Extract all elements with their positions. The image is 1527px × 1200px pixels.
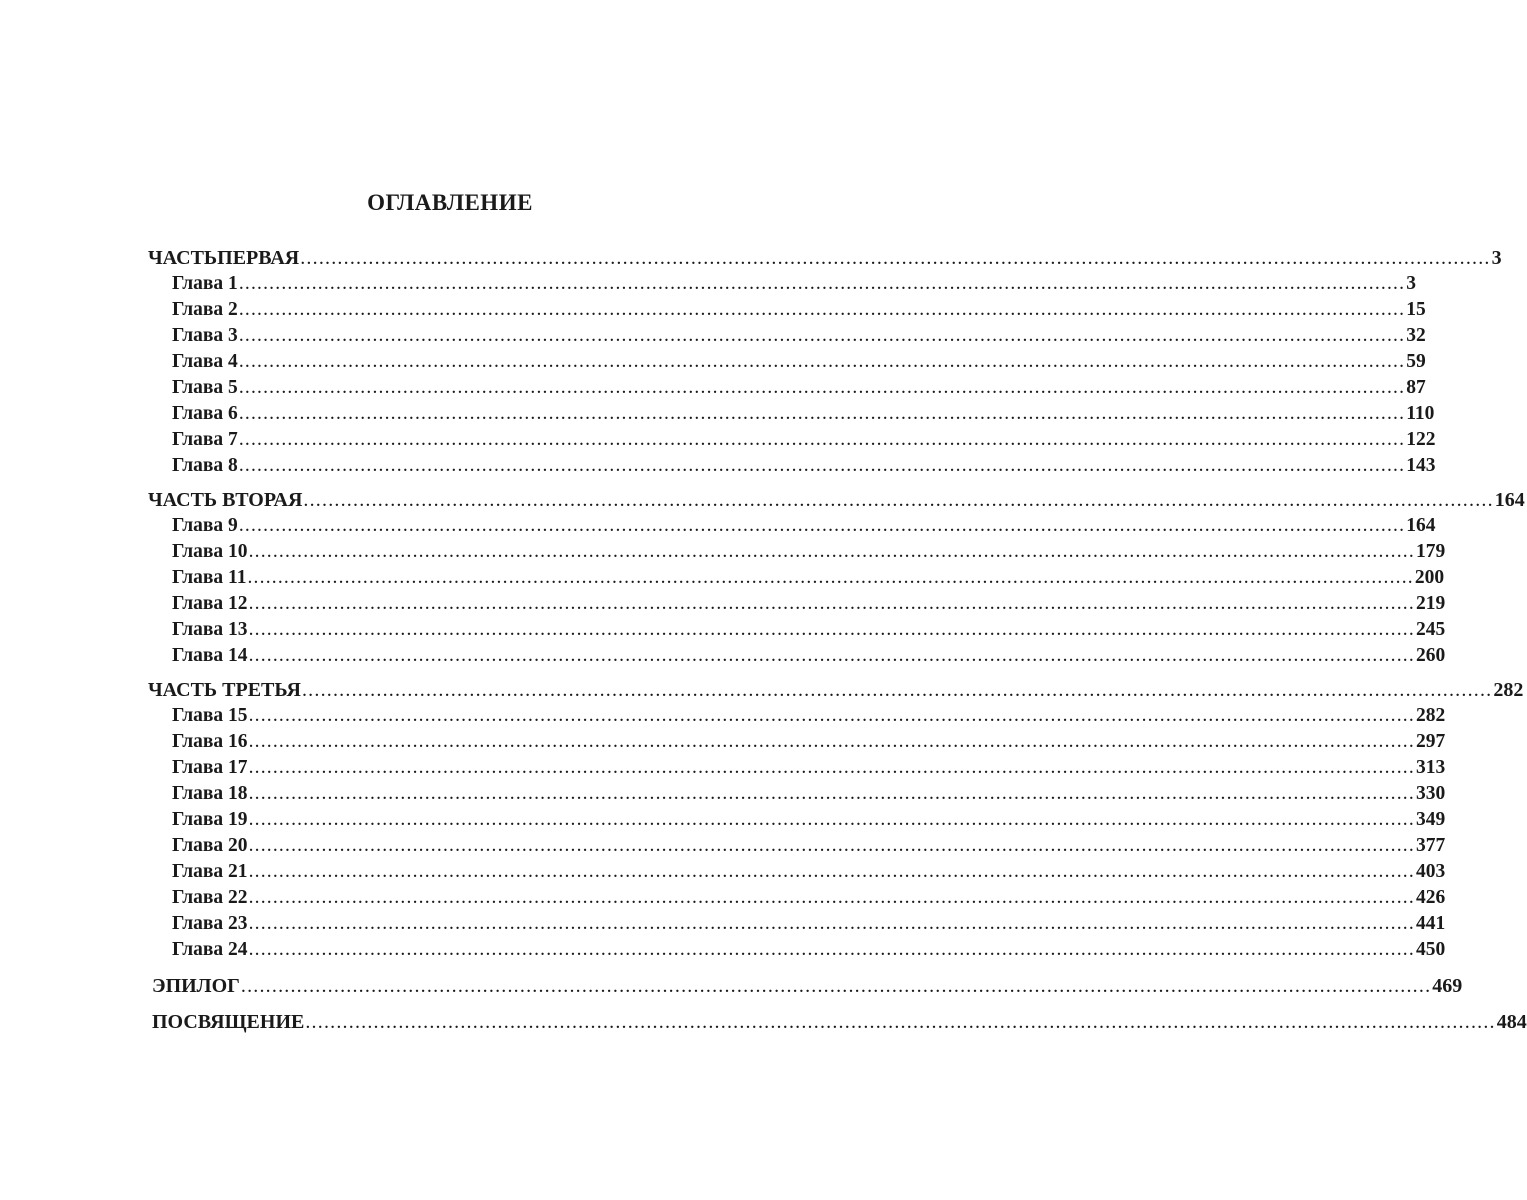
toc-entry-label: ЭПИЛОГ	[152, 975, 240, 997]
dot-leader: ................................................................................................................................................................................................	[240, 975, 1432, 997]
toc-chapter-entry	[172, 618, 1446, 642]
dot-leader: ................................................................................................................................................................................................	[248, 809, 1415, 830]
toc-entry-label: Глава 4	[172, 351, 238, 372]
toc-chapter-entry	[172, 860, 1446, 884]
toc-entry-label: Глава 14	[172, 645, 248, 666]
dot-leader: ................................................................................................................................................................................................	[248, 757, 1415, 778]
dot-leader: ................................................................................................................................................................................................	[301, 679, 1493, 701]
toc-entry-label: Глава 22	[172, 887, 248, 908]
dot-leader: ................................................................................................................................................................................................	[248, 541, 1415, 562]
toc-chapter-entry	[172, 730, 1446, 754]
toc-entry-label: Глава 23	[172, 913, 248, 934]
toc-chapter-entry	[172, 428, 1436, 452]
toc-page-number: 122	[1406, 429, 1436, 450]
toc-page-number: 164	[1406, 515, 1436, 536]
toc-chapter-entry	[172, 272, 1416, 296]
dot-leader: ................................................................................................................................................................................................	[238, 455, 1406, 476]
toc-chapter-entry	[172, 454, 1436, 478]
toc-chapter-entry	[172, 886, 1446, 910]
toc-page-number: 330	[1415, 783, 1446, 804]
toc-chapter-entry	[172, 592, 1446, 616]
dot-leader: ................................................................................................................................................................................................	[238, 403, 1406, 424]
toc-entry-label: Глава 7	[172, 429, 238, 450]
toc-entry-label: Глава 5	[172, 377, 238, 398]
toc-chapter-entry	[172, 704, 1446, 728]
dot-leader: ................................................................................................................................................................................................	[238, 377, 1406, 398]
dot-leader: ................................................................................................................................................................................................	[248, 783, 1415, 804]
toc-epilogue-entry	[152, 974, 1463, 998]
dot-leader: ................................................................................................................................................................................................	[238, 351, 1406, 372]
toc-entry-label: Глава 18	[172, 783, 248, 804]
toc-entry-label: Глава 1	[172, 273, 238, 294]
toc-page-number: 143	[1406, 455, 1436, 476]
toc-entry-label: Глава 11	[172, 567, 247, 588]
toc-chapter-entry	[172, 376, 1426, 400]
toc-page-number: 110	[1406, 403, 1435, 424]
toc-page-number: 426	[1415, 887, 1446, 908]
toc-page-number: 15	[1406, 299, 1426, 320]
toc-entry-label: Глава 15	[172, 705, 248, 726]
toc-page-number: 282	[1415, 705, 1446, 726]
toc-page-number: 469	[1432, 975, 1463, 997]
dot-leader: ................................................................................................................................................................................................	[248, 835, 1415, 856]
toc-entry-label: Глава 12	[172, 593, 248, 614]
toc-page-number: 245	[1415, 619, 1446, 640]
dot-leader: ................................................................................................................................................................................................	[248, 705, 1415, 726]
toc-page-number: 313	[1415, 757, 1446, 778]
toc-page-number: 3	[1406, 273, 1416, 294]
page-title: ОГЛАВЛЕНИЕ	[367, 190, 533, 215]
dot-leader: ................................................................................................................................................................................................	[300, 247, 1491, 269]
dot-leader: ................................................................................................................................................................................................	[248, 645, 1415, 666]
toc-page-number: 282	[1493, 679, 1524, 701]
toc-page-number: 59	[1406, 351, 1426, 372]
dot-leader: ................................................................................................................................................................................................	[238, 273, 1406, 294]
toc-chapter-entry	[172, 782, 1446, 806]
dot-leader: ................................................................................................................................................................................................	[248, 619, 1415, 640]
toc-page-number: 377	[1415, 835, 1446, 856]
toc-page-number: 179	[1415, 541, 1446, 562]
toc-entry-label: ЧАСТЬ ТРЕТЬЯ	[148, 679, 301, 701]
toc-page-number: 297	[1415, 731, 1446, 752]
toc-page-number: 219	[1415, 593, 1446, 614]
toc-entry-label: Глава 19	[172, 809, 248, 830]
toc-page-number: 484	[1496, 1011, 1527, 1033]
toc-dedication-entry	[152, 1010, 1527, 1034]
toc-entry-label: Глава 24	[172, 939, 248, 960]
toc-page-number: 3	[1491, 247, 1502, 269]
toc-entry-label: Глава 21	[172, 861, 248, 882]
toc-chapter-entry	[172, 566, 1445, 590]
dot-leader: ................................................................................................................................................................................................	[238, 429, 1406, 450]
toc-page-number: 200	[1414, 567, 1445, 588]
toc-chapter-entry	[172, 938, 1446, 962]
dot-leader: ................................................................................................................................................................................................	[247, 567, 1414, 588]
toc-chapter-entry	[172, 912, 1446, 936]
toc-page-number: 87	[1406, 377, 1426, 398]
dot-leader: ................................................................................................................................................................................................	[248, 861, 1415, 882]
toc-chapter-entry	[172, 756, 1446, 780]
toc-entry-label: Глава 10	[172, 541, 248, 562]
dot-leader: ................................................................................................................................................................................................	[238, 325, 1406, 346]
toc-chapter-entry	[172, 540, 1446, 564]
toc-entry-label: Глава 3	[172, 325, 238, 346]
toc-page-number: 450	[1415, 939, 1446, 960]
dot-leader: ................................................................................................................................................................................................	[305, 1011, 1496, 1033]
toc-chapter-entry	[172, 644, 1446, 668]
dot-leader: ................................................................................................................................................................................................	[238, 299, 1406, 320]
toc-part-entry	[148, 246, 1502, 270]
toc-part-entry	[148, 488, 1525, 512]
toc-page-number: 349	[1415, 809, 1446, 830]
toc-entry-label: ЧАСТЬПЕРВАЯ	[148, 247, 300, 269]
toc-page-number: 32	[1406, 325, 1426, 346]
toc-entry-label: Глава 17	[172, 757, 248, 778]
toc-chapter-entry	[172, 514, 1436, 538]
toc-entry-label: Глава 13	[172, 619, 248, 640]
dot-leader: ................................................................................................................................................................................................	[238, 515, 1406, 536]
dot-leader: ................................................................................................................................................................................................	[248, 593, 1415, 614]
toc-chapter-entry	[172, 324, 1426, 348]
dot-leader: ................................................................................................................................................................................................	[248, 939, 1415, 960]
dot-leader: ................................................................................................................................................................................................	[303, 489, 1494, 511]
toc-entry-label: Глава 2	[172, 299, 238, 320]
dot-leader: ................................................................................................................................................................................................	[248, 913, 1415, 934]
toc-entry-label: Глава 9	[172, 515, 238, 536]
toc-entry-label: Глава 16	[172, 731, 248, 752]
toc-chapter-entry	[172, 402, 1435, 426]
toc-entry-label: Глава 8	[172, 455, 238, 476]
toc-chapter-entry	[172, 298, 1426, 322]
toc-page-number: 441	[1415, 913, 1446, 934]
toc-entry-label: ЧАСТЬ ВТОРАЯ	[148, 489, 303, 511]
toc-entry-label: Глава 20	[172, 835, 248, 856]
toc-page-number: 403	[1415, 861, 1446, 882]
toc-part-entry	[148, 678, 1524, 702]
dot-leader: ................................................................................................................................................................................................	[248, 887, 1415, 908]
dot-leader: ................................................................................................................................................................................................	[248, 731, 1415, 752]
toc-entry-label: ПОСВЯЩЕНИЕ	[152, 1011, 305, 1033]
toc-page-number: 260	[1415, 645, 1446, 666]
toc-chapter-entry	[172, 834, 1446, 858]
toc-chapter-entry	[172, 808, 1446, 832]
toc-chapter-entry	[172, 350, 1426, 374]
toc-page-number: 164	[1494, 489, 1525, 511]
toc-entry-label: Глава 6	[172, 403, 238, 424]
